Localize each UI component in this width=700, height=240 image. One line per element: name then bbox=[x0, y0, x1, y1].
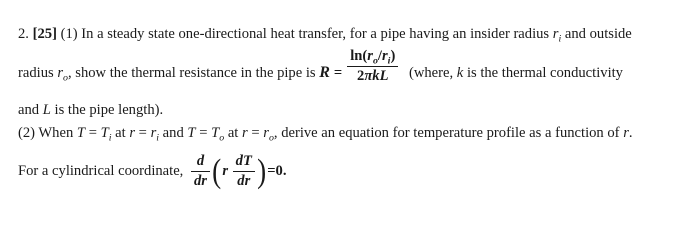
resistance-text: , show the thermal resistance in the pipe is bbox=[67, 64, 316, 81]
equals-sign: = bbox=[199, 125, 208, 141]
equals-sign: = bbox=[251, 125, 260, 141]
d-dr-fraction bbox=[191, 153, 210, 190]
fraction-numerator: $\ln(r_o/r_i)$ bbox=[347, 48, 398, 67]
conductivity-text: is the thermal conductivity bbox=[466, 64, 623, 81]
Ti-symbol: $T_i$ bbox=[100, 125, 112, 144]
radius-text: radius bbox=[18, 64, 54, 81]
fraction-numerator: dT bbox=[233, 153, 255, 172]
where-text: (where, bbox=[408, 64, 454, 81]
question-line-3 bbox=[18, 101, 163, 119]
To-symbol: $T_o$ bbox=[211, 125, 225, 144]
cylindrical-text: For a cylindrical coordinate, bbox=[18, 162, 184, 179]
dT-dr-fraction bbox=[233, 153, 255, 190]
T-symbol: T bbox=[76, 125, 86, 141]
k-symbol: k bbox=[456, 64, 464, 81]
derive-text: , derive an equation for temperature profile as a function of bbox=[273, 125, 620, 141]
part2-text: (2) When bbox=[18, 125, 74, 141]
period: . bbox=[282, 162, 287, 179]
r-symbol: r bbox=[222, 162, 228, 179]
fraction-denominator: dr bbox=[194, 173, 207, 189]
and-text: and bbox=[162, 125, 184, 141]
equals-sign: = bbox=[267, 162, 276, 179]
right-paren: ) bbox=[257, 152, 267, 190]
fraction-denominator: dr bbox=[237, 173, 251, 189]
ro-symbol: $r_o$ bbox=[263, 125, 274, 144]
inner-radius-symbol: $r_i$ bbox=[552, 26, 562, 45]
question-line-4 bbox=[18, 124, 633, 142]
r-symbol: r bbox=[623, 125, 629, 141]
equals-sign: = bbox=[138, 125, 147, 141]
at-text: at bbox=[115, 125, 126, 141]
question-line-2 bbox=[18, 48, 623, 85]
resistance-symbol: R bbox=[319, 63, 330, 81]
question-number: 2. bbox=[18, 26, 29, 42]
fraction-numerator: d bbox=[191, 153, 210, 172]
ri-symbol: $r_i$ bbox=[150, 125, 160, 144]
equals-sign: = bbox=[333, 64, 343, 81]
outer-radius-symbol: $r_o$ bbox=[57, 64, 68, 84]
equals-sign: = bbox=[88, 125, 97, 141]
zero-value: 0 bbox=[275, 162, 283, 179]
question-line-5 bbox=[18, 153, 286, 190]
resistance-fraction bbox=[347, 48, 398, 85]
left-paren: ( bbox=[212, 152, 222, 190]
L-symbol: L bbox=[42, 102, 51, 118]
line1-tail: and outside bbox=[564, 26, 632, 42]
question-line-1 bbox=[18, 25, 632, 43]
question-points: [25] bbox=[32, 26, 57, 42]
and-text: and bbox=[18, 102, 40, 118]
fraction-denominator: 2πkL bbox=[357, 68, 389, 84]
r-symbol: r bbox=[242, 125, 248, 141]
r-symbol: r bbox=[129, 125, 136, 141]
part1-text: (1) In a steady state one-directional heat transfer, for a pipe having an insider radius bbox=[60, 26, 550, 42]
pipe-length-text: is the pipe length). bbox=[54, 102, 164, 118]
period: . bbox=[628, 125, 633, 141]
T-symbol: T bbox=[187, 125, 196, 141]
at-text: at bbox=[227, 125, 239, 141]
